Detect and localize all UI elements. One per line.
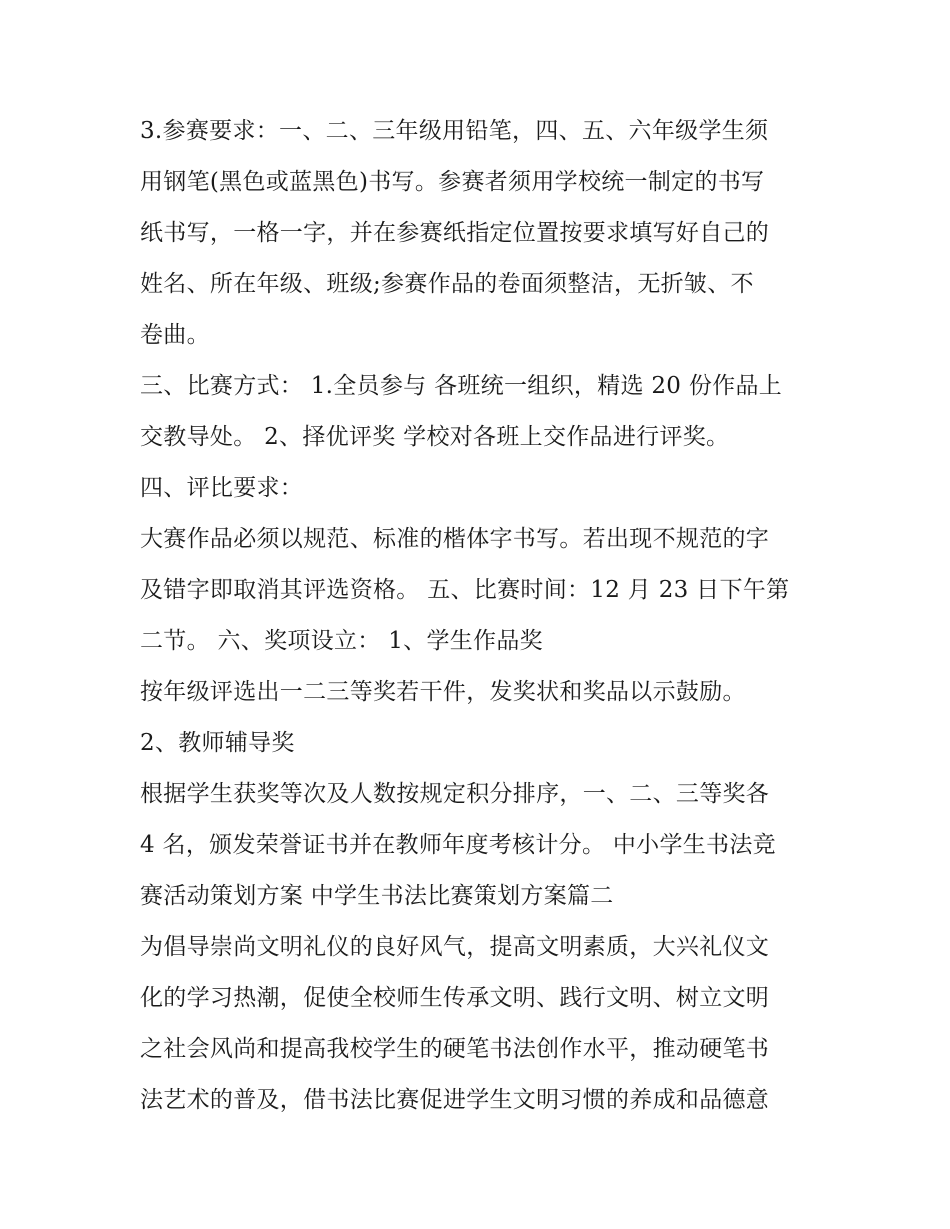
text-line: 纸书写，一格一字，并在参赛纸指定位置按要求填写好自己的 — [140, 220, 770, 246]
text-line: 按年级评选出一二三等奖若干件，发奖状和奖品以示鼓励。 — [140, 679, 746, 705]
text-line: 法艺术的普及，借书法比赛促进学生文明习惯的养成和品德意 — [140, 1087, 770, 1113]
text-line: 姓名、所在年级、班级;参赛作品的卷面须整洁，无折皱、不 — [140, 271, 754, 297]
text-line: 交教导处。 2、择优评奖 学校对各班上交作品进行评奖。 — [140, 424, 730, 450]
text-line: 大赛作品必须以规范、标准的楷体字书写。若出现不规范的字 — [140, 526, 770, 552]
text-line: 卷曲。 — [140, 322, 210, 348]
text-line: 根据学生获奖等次及人数按规定积分排序，一、二、三等奖各 — [140, 781, 770, 807]
text-line: 之社会风尚和提高我校学生的硬笔书法创作水平，推动硬笔书 — [140, 1036, 770, 1062]
text-line: 用钢笔(黑色或蓝黑色)书写。参赛者须用学校统一制定的书写 — [140, 169, 765, 195]
text-line: 3.参赛要求：一、二、三年级用铅笔，四、五、六年级学生须 — [140, 118, 769, 144]
text-line: 及错字即取消其评选资格。 五、比赛时间：12 月 23 日下午第 — [140, 577, 790, 603]
text-line: 赛活动策划方案 中学生书法比赛策划方案篇二 — [140, 883, 614, 909]
document-body — [140, 109, 820, 1129]
text-line: 化的学习热潮，促使全校师生传承文明、践行文明、树立文明 — [140, 985, 770, 1011]
text-line: 为倡导崇尚文明礼仪的良好风气，提高文明素质，大兴礼仪文 — [140, 934, 770, 960]
text-line: 二节。 六、奖项设立： 1、学生作品奖 — [140, 628, 543, 654]
text-line: 三、比赛方式： 1.全员参与 各班统一组织，精选 20 份作品上 — [140, 373, 783, 399]
text-line: 2、教师辅导奖 — [140, 730, 295, 756]
text-line: 四、评比要求： — [140, 475, 304, 501]
text-line: 4 名，颁发荣誉证书并在教师年度考核计分。 中小学生书法竞 — [140, 832, 776, 858]
